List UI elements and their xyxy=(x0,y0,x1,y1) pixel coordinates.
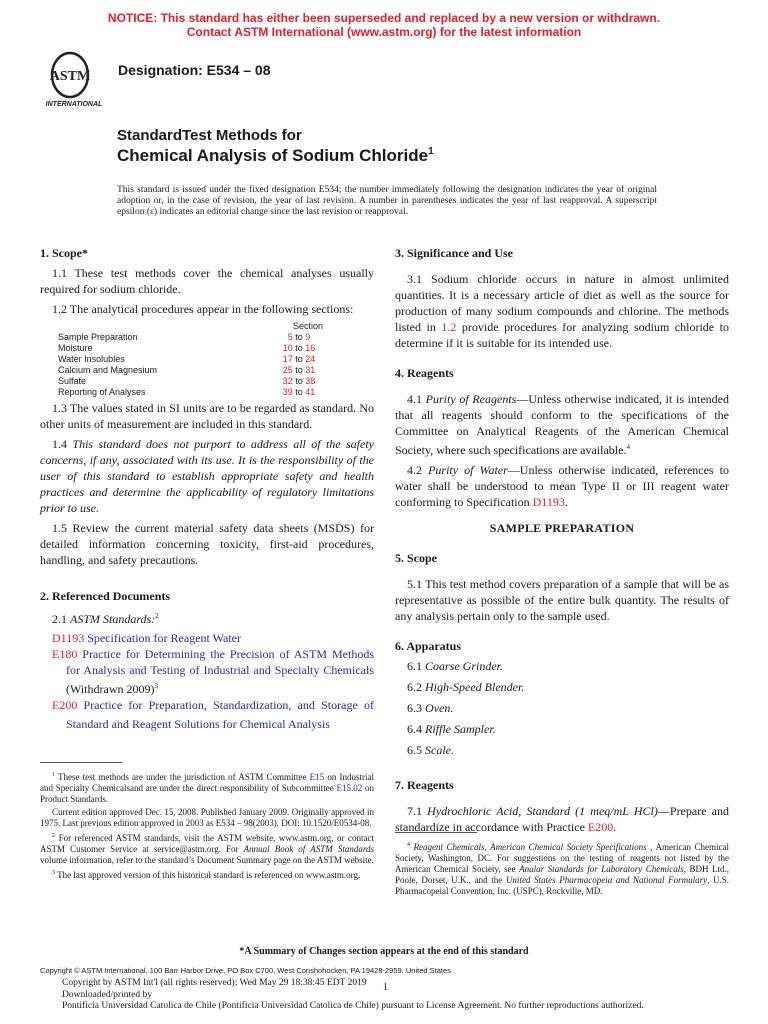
notice-line-2: Contact ASTM International (www.astm.org) for the latest information xyxy=(186,25,582,39)
section-link-to[interactable]: 9 xyxy=(305,332,311,342)
withdrawn-notice xyxy=(0,11,768,39)
copyright-line: Copyright © ASTM International, 100 Barr Harbor Drive, PO Box C700, West Conshohocken, PA 19428-2959. United States xyxy=(40,966,451,975)
section-range: 32 to 38 xyxy=(282,376,316,386)
reference-title-link[interactable]: Specification for Reagent Water xyxy=(87,631,241,645)
section-name: Moisture xyxy=(58,343,93,353)
section-name: Calcium and Magnesium xyxy=(58,365,158,375)
footnote-1-edition: Current edition approved Dec. 15, 2008. Published January 2009. Originally approved in 1975. Last previous edition approved in 2003 as E534 – 98(2003). DOI: 10.1520/E0534-08. xyxy=(40,807,374,828)
link-e15[interactable]: E15 xyxy=(309,772,325,782)
section-4-heading: 4. Reagents xyxy=(395,366,454,380)
download-line-1: Copyright by ASTM Int'l (all rights reserved); Wed May 29 18:38:45 EDT 2019 xyxy=(62,978,367,988)
reference-title-link[interactable]: Practice for Preparation, Standardization, and Storage of Standard and Reagent Solutions for Chemical Analysis xyxy=(66,698,374,731)
section-range: 5 to 9 xyxy=(287,332,311,342)
section-table-row xyxy=(58,343,323,354)
footnote-rule-right xyxy=(395,832,477,833)
apparatus-item: 6.3 Oven. xyxy=(407,701,454,715)
section-range: 25 to 31 xyxy=(282,365,316,375)
section-table-row xyxy=(58,376,323,387)
section-link-from[interactable]: 25 xyxy=(282,365,293,375)
section-range: 17 to 24 xyxy=(282,354,316,364)
section-table-row xyxy=(58,365,323,376)
section-link-to[interactable]: 24 xyxy=(305,354,316,364)
para-3-1: 3.1 Sodium chloride occurs in nature in almost unlimited quantities. It is a necessary article of diet as well as the source for production of many sodium compounds and chlorine. The methods listed in 1.2 provide procedures for analyzing sodium chloride to determine if it is suitable for its intended use. xyxy=(395,272,729,350)
link-d1193[interactable]: D1193 xyxy=(532,495,565,509)
footnotes-right xyxy=(395,840,729,899)
apparatus-item: 6.2 High-Speed Blender. xyxy=(407,680,525,694)
para-1-5: 1.5 Review the current material safety data sheets (MSDS) for detailed information concerning toxicity, first-aid procedures, handling, and safety precautions. xyxy=(40,521,374,567)
section-link-from[interactable]: 32 xyxy=(282,376,293,386)
section-table-row xyxy=(58,387,323,398)
section-table-row xyxy=(58,332,323,343)
para-2-1 xyxy=(40,608,374,627)
left-column xyxy=(40,245,374,732)
link-1-2[interactable]: 1.2 xyxy=(441,320,457,334)
section-name: Water Insolubles xyxy=(58,354,125,364)
reference-code-link[interactable]: D1193 xyxy=(52,631,85,645)
sample-preparation-heading: SAMPLE PREPARATION xyxy=(489,521,635,535)
reference-item: E180 Practice for Determining the Precision of ASTM Methods for Analysis and Testing of Industrial and Specialty Chemicals (Withdrawn 2009)$^3$ xyxy=(52,647,374,696)
para-1-4 xyxy=(40,436,374,516)
section-link-from[interactable]: 10 xyxy=(282,343,293,353)
para-4-1: 4.1 Purity of Reagents—Unless otherwise indicated, it is intended that all reagents should conform to the specifications of the Committee on Analytical Reagents of the American Chemical Society, where such specifications are available.$^4$ xyxy=(395,392,729,457)
reference-code-link[interactable]: E200 xyxy=(52,698,78,712)
title-footnote-ref: 1 xyxy=(428,146,434,157)
para-1-4-number: 1.4 xyxy=(52,437,67,451)
summary-note: *A Summary of Changes section appears at the end of this standard xyxy=(239,946,529,957)
footnotes-left xyxy=(40,770,374,883)
section-5-heading: 5. Scope xyxy=(395,551,437,565)
para-1-1: 1.1 These test methods cover the chemical analyses usually required for sodium chloride. xyxy=(40,266,374,296)
para-5-1: 5.1 This test method covers preparation of a sample that will be as representative as possible of the entire bulk quantity. The results of any analysis pertain only to the sample used. xyxy=(395,577,729,623)
page-number: 1 xyxy=(383,982,388,993)
apparatus-list xyxy=(395,658,729,758)
section-link-from[interactable]: 5 xyxy=(287,332,293,342)
section-range: 10 to 16 xyxy=(282,343,316,353)
para-1-2: 1.2 The analytical procedures appear in the following sections: xyxy=(52,302,354,316)
reference-item xyxy=(40,697,374,732)
footnote-2: $^2$ For referenced ASTM standards, visit the ASTM website, www.astm.org, or contact ASTM Customer Service at service@astm.org. For Annual Book of ASTM Standards volume information, refer to the standard’s Document Summary page on the ASTM website. xyxy=(40,833,375,865)
para-1-4-text: This standard does not purport to address all of the safety concerns, if any, associated with its use. It is the responsibility of the user of this standard to establish appropriate safety and health practices and determine the applicability of regulatory limitations prior to use. xyxy=(40,437,374,515)
section-2-heading: 2. Referenced Documents xyxy=(40,589,171,603)
apparatus-item: 6.5 Scale. xyxy=(407,743,454,757)
apparatus-item: 6.4 Riffle Sampler. xyxy=(407,722,496,736)
logo-subtext: INTERNATIONAL xyxy=(45,101,103,108)
download-line-2: Downloaded/printed by xyxy=(62,989,152,1000)
para-4-2: 4.2 Purity of Water—Unless otherwise indicated, references to water shall be understood to mean Type II or III reagent water conforming to Specification D1193. xyxy=(395,463,729,509)
section-3-heading: 3. Significance and Use xyxy=(395,246,514,260)
reference-code-link[interactable]: E180 xyxy=(52,647,78,661)
para-2-1-footnote-ref: 2 xyxy=(155,612,159,620)
section-link-to[interactable]: 16 xyxy=(305,343,316,353)
logo-text: ASTM xyxy=(49,69,91,84)
right-column xyxy=(395,245,729,835)
para-7-1: 7.1 Hydrochloric Acid, Standard (1 meq/mL HCl)—Prepare and standardize in accordance with Practice E200. xyxy=(395,804,730,834)
reference-title-link[interactable]: Practice for Determining the Precision of ASTM Methods for Analysis and Testing of Industrial and Specialty Chemicals xyxy=(66,647,374,677)
footnote-rule-left xyxy=(40,762,122,763)
download-info xyxy=(62,978,644,1013)
download-line-3: Pontificia Universidad Catolica de Chile (Pontificia Universidad Catolica de Chile) pursuant to License Agreement. No further reproductions authorized. xyxy=(62,1001,644,1011)
section-table xyxy=(58,321,374,398)
footnote-1: $^1$ These test methods are under the jurisdiction of ASTM Committee E15 on Industrial and Specialty Chemicalsand are under the direct responsibility of Subcommittee E15.02 on Product Standards. xyxy=(40,772,375,804)
designation: Designation: E534 – 08 xyxy=(118,62,271,78)
title-text: Chemical Analysis of Sodium Chloride xyxy=(117,146,429,165)
notice-line-1: NOTICE: This standard has either been superseded and replaced by a new version or withdrawn. xyxy=(107,11,661,25)
reference-item xyxy=(40,627,374,646)
para-1-3: 1.3 The values stated in SI units are to be regarded as standard. No other units of measurement are included in this standard. xyxy=(40,401,374,431)
section-1-heading: 1. Scope* xyxy=(40,246,88,260)
para-2-1-number: 2.1 xyxy=(52,612,67,626)
astm-logo-icon xyxy=(40,50,112,108)
footnote-3: $^3$ The last approved version of this historical standard is referenced on www.astm.org. xyxy=(52,870,361,880)
title-line-1: StandardTest Methods for xyxy=(117,127,302,144)
section-6-heading: 6. Apparatus xyxy=(395,639,462,653)
section-link-to[interactable]: 41 xyxy=(305,387,316,397)
section-table-header: Section xyxy=(292,321,323,331)
para-2-1-text: ASTM Standards: xyxy=(70,612,156,626)
section-link-to[interactable]: 38 xyxy=(305,376,316,386)
footnote-4: $^4$ Reagent Chemicals, American Chemical Society Specifications , American Chemical Society, Washington, DC. For suggestions on the testing of reagents not listed by the American Chemical Society, see Analar Standards for Laboratory Chemicals, BDH Ltd., Poole, Dorset, U.K., and the United States Pharmacopeia and National Formulary, U.S. Pharmacopeial Convention, Inc. (USPC), Rockville, MD. xyxy=(395,842,730,896)
section-7-heading: 7. Reagents xyxy=(395,778,454,792)
section-link-to[interactable]: 31 xyxy=(305,365,316,375)
link-e200-practice[interactable]: E200 xyxy=(587,820,614,834)
intro-paragraph: This standard is issued under the fixed designation E534; the number immediately following the designation indicates the year of original adoption or, in the case of revision, the year of last revision. A number in parentheses indicates the year of last reapproval. A superscript epsilon (ε) indicates an editorial change since the last revision or reapproval. xyxy=(117,185,657,217)
reference-list xyxy=(40,627,374,732)
section-name: Sample Preparation xyxy=(58,332,138,342)
page-title xyxy=(117,146,434,166)
section-link-from[interactable]: 39 xyxy=(282,387,293,397)
section-range: 39 to 41 xyxy=(282,387,316,397)
link-e15-02[interactable]: E15.02 xyxy=(336,783,363,793)
section-table-row xyxy=(58,354,323,365)
section-link-from[interactable]: 17 xyxy=(282,354,293,364)
section-name: Reporting of Analyses xyxy=(58,387,146,397)
apparatus-item: 6.1 Coarse Grinder. xyxy=(407,659,504,673)
section-name: Sulfate xyxy=(58,376,87,386)
